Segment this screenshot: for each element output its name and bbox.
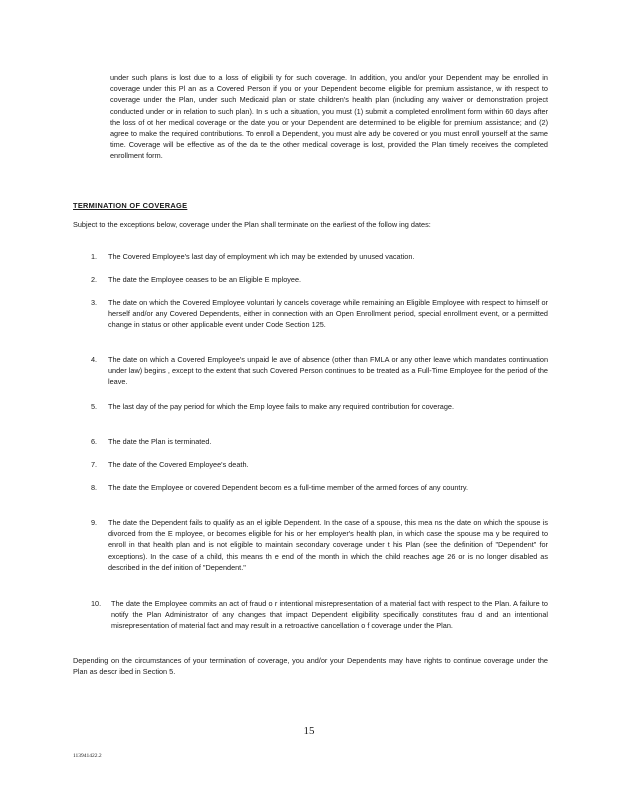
item-text: The date the Dependent fails to qualify as an el igible Dependent. In the case of a spouse, this mea ns the date on which the spouse is divorced from the E mployee, or becomes eligible for his or her employer's health plan, in which case the spouse ma y be required to enroll in that health plan and is not eligible to maintain secondary coverage under t his Plan (see the definition of "Dependent" for exceptions). In the case of a child, this means th e end of the month in which the child reaches age 26 or is no longer disabled as described in the def inition of "Dependent." [108,518,548,572]
item-number: 9. [91,518,98,527]
list-item [91,401,548,412]
item-number: 4. [91,355,98,364]
list-item [91,517,548,573]
item-number: 1. [91,252,98,261]
page-number: 15 [303,725,315,737]
item-number: 7. [91,460,98,469]
section-heading: TERMINATION OF COVERAGE [73,201,188,210]
list-item [91,598,548,632]
item-text: The date on which the Covered Employee voluntari ly cancels coverage while remaining an Eligible Employee with respect to himself or herself and/or any Covered Dependents, either in connection with an Open Enrollment period, special enrollment event, or a permitted change in status or other applicable event under Code Section 125. [108,298,548,330]
list-item [91,297,548,331]
item-text: The date the Employee ceases to be an Eligible E mployee. [108,275,302,284]
item-text: The date the Employee commits an act of fraud o r intentional misrepresentation of a material fact with respect to the Plan. A failure to notify the Plan Administrator of any changes that impact Dependent eligibility specifically constitutes frau d and an intentional misrepresentation of material fact and may result in a retroactive cancellation o f coverage under the Plan. [111,599,548,631]
list-item [91,482,548,493]
item-number: 8. [91,483,98,492]
intro-paragraph: Subject to the exceptions below, coverage under the Plan shall terminate on the earliest of the follow ing dates: [73,220,431,229]
item-text: The Covered Employee's last day of employment wh ich may be extended by unused vacation. [108,252,415,261]
list-item [91,251,548,262]
list-item [91,459,548,470]
document-id: 113941422.2 [73,753,102,759]
item-number: 5. [91,402,98,411]
item-text: The date the Plan is terminated. [108,437,212,446]
item-text: The date of the Covered Employee's death. [108,460,249,469]
list-item [91,354,548,388]
item-text: The last day of the pay period for which the Emp loyee fails to make any required contribution for coverage. [108,402,454,411]
closing-paragraph: Depending on the circumstances of your termination of coverage, you and/or your Dependents may have rights to continue coverage under the Plan as descr ibed in Section 5. [73,656,548,677]
continuation-paragraph: under such plans is lost due to a loss of eligibili ty for such coverage. In addition, you and/or your Dependent may be enrolled in coverage under this Pl an as a Covered Person if you or your Dependent become eligible for premium assistance, w ith respect to coverage under the Plan, under such Medicaid plan or state children's health plan (including any waiver or demonstration project conducted under or in relation to such plan). In s uch a situation, you must (1) submit a completed enrollment form within 60 days after the loss of ot her medical coverage or the date you or your Dependent are determined to be eligible for premium assistance; and (2) agree to make the required contributions. To enroll a Dependent, you must alre ady be covered or you must enroll yourself at the same time. Coverage will be effective as of the da te the other medical coverage is lost, provided the Plan timely receives the completed enrollment form. [110,73,548,161]
list-item [91,274,548,285]
item-number: 6. [91,437,98,446]
item-text: The date the Employee or covered Dependent becom es a full-time member of the armed forces of any country. [108,483,469,492]
list-item [91,436,548,447]
item-text: The date on which a Covered Employee's unpaid le ave of absence (other than FMLA or any other leave which mandates continuation under law) begins , except to the extent that such Covered Person continues to be treated as a Full-Time Employee for the period of the leave. [108,355,548,387]
item-number: 10. [91,599,102,608]
item-number: 3. [91,298,98,307]
item-number: 2. [91,275,98,284]
